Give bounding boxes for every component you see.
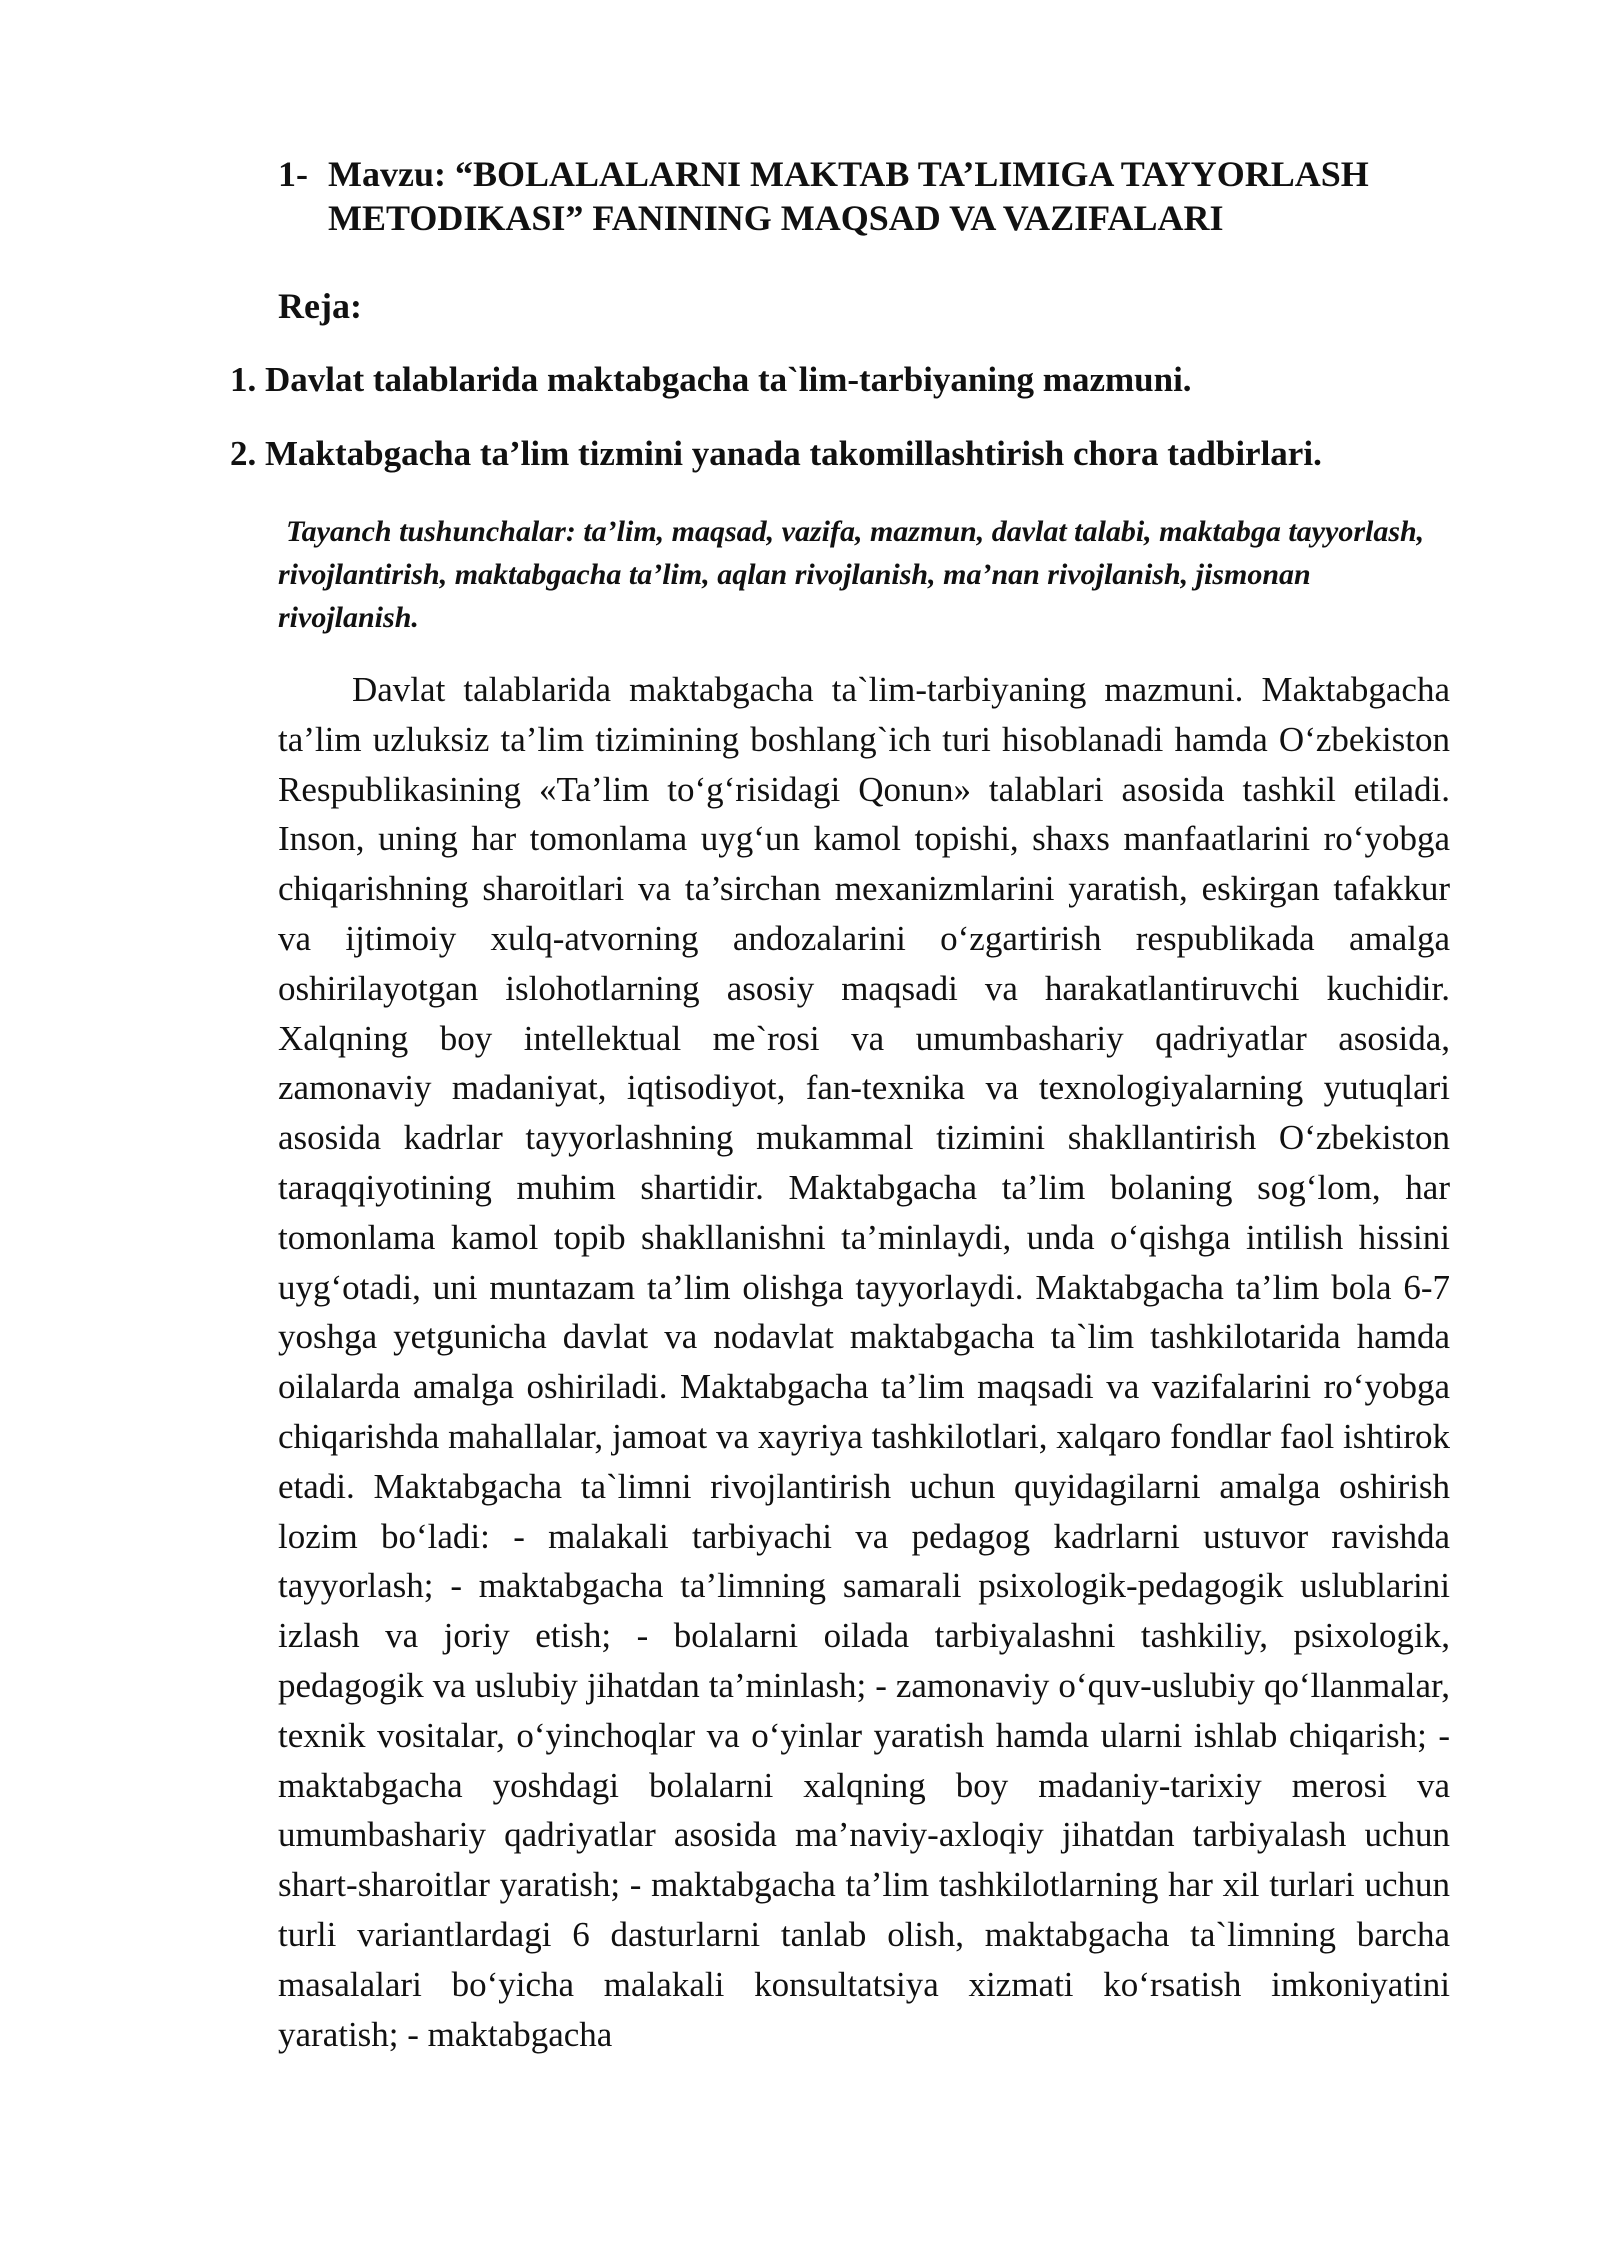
plan-item: 1. Davlat talablarida maktabgacha ta`lim-tarbiyaning mazmuni. [230,360,1192,399]
plan-heading: Reja: [278,286,362,326]
topic-title: Mavzu: “BOLALALARNI MAKTAB TA’LIMIGA TAYYORLASH METODIKASI” FANINING MAQSAD VA VAZIFALARI [328,154,1369,238]
key-concepts: Tayanch tushunchalar: ta’lim, maqsad, vazifa, mazmun, davlat talabi, maktabga tayyorlash, rivojlantirish, maktabgacha ta’lim, aqlan rivojlanish, ma’nan rivojlanish, jismonan rivojlanish. [278,515,1425,634]
topic-number: 1- [278,154,308,194]
plan-item: 2. Maktabgacha ta’lim tizmini yanada takomillashtirish chora tadbirlari. [230,434,1322,473]
topic-heading [278,152,1478,240]
body-paragraph: Davlat talablarida maktabgacha ta`lim-tarbiyaning mazmuni. Maktabgacha ta’lim uzluksiz ta’lim tizimining boshlang`ich turi hisoblanadi hamda O‘zbekiston Respublikasining «Ta’lim to‘g‘risidagi Qonun» talablari asosida tashkil etiladi. Inson, uning har tomonlama uyg‘un kamol topishi, shaxs manfaatlarini ro‘yobga chiqarishning sharoitlari va ta’sirchan mexanizmlarini yaratish, eskirgan tafakkur va ijtimoiy xulq-atvorning andozalarini o‘zgartirish respublikada amalga oshirilayotgan islohotlarning asosiy maqsadi va harakatlantiruvchi kuchidir. Xalqning boy intellektual me`rosi va umumbashariy qadriyatlar asosida, zamonaviy madaniyat, iqtisodiyot, fan-texnika va texnologiyalarning yutuqlari asosida kadrlar tayyorlashning mukammal tizimini shakllantirish O‘zbekiston taraqqiyotining muhim shartidir. Maktabgacha ta’lim bolaning sog‘lom, har tomonlama kamol topib shakllanishni ta’minlaydi, unda o‘qishga intilish hissini uyg‘otadi, uni muntazam ta’lim olishga tayyorlaydi. Maktabgacha ta’lim bola 6-7 yoshga yetgunicha davlat va nodavlat maktabgacha ta`lim tashkilotarida hamda oilalarda amalga oshiriladi. Maktabgacha ta’lim maqsadi va vazifalarini ro‘yobga chiqarishda mahallalar, jamoat va xayriya tashkilotlari, xalqaro fondlar faol ishtirok etadi. Maktabgacha ta`limni rivojlantirish uchun quyidagilarni amalga oshirish lozim bo‘ladi: - malakali tarbiyachi va pedagog kadrlarni ustuvor ravishda tayyorlash; - maktabgacha ta’limning samarali psixologik-pedagogik uslublarini izlash va joriy etish; - bolalarni oilada tarbiyalashni tashkiliy, psixologik, pedagogik va uslubiy jihatdan ta’minlash; - zamonaviy o‘quv-uslubiy qo‘llanmalar, texnik vositalar, o‘yinchoqlar va o‘yinlar yaratish hamda ularni ishlab chiqarish; - maktabgacha yoshdagi bolalarni xalqning boy madaniy-tarixiy merosi va umumbashariy qadriyatlar asosida ma’naviy-axloqiy jihatdan tarbiyalash uchun shart-sharoitlar yaratish; - maktabgacha ta’lim tashkilotlarning har xil turlari uchun turli variantlardagi 6 dasturlarni tanlab olish, maktabgacha ta`limning barcha masalalari bo‘yicha malakali konsultatsiya xizmati ko‘rsatish imkoniyatini yaratish; - maktabgacha [278,670,1450,2054]
